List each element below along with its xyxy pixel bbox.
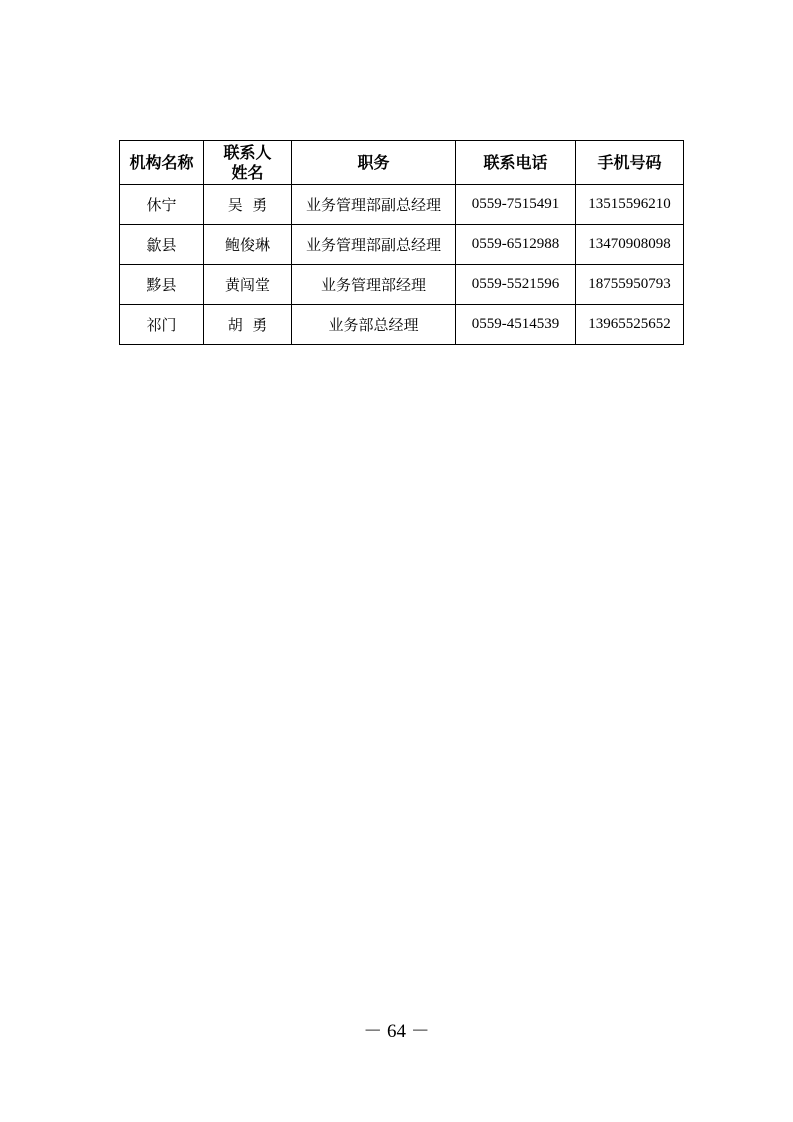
cell-position: 业务部总经理 [292,305,456,345]
cell-org: 祁门 [120,305,204,345]
page-number: － 64 － [363,1021,430,1042]
header-org-name: 机构名称 [120,141,204,185]
cell-org: 歙县 [120,225,204,265]
header-contact-line2: 姓名 [231,162,264,182]
cell-contact-name: 鲍俊琳 [204,225,292,265]
cell-org: 黟县 [120,265,204,305]
cell-contact-name: 吴 勇 [204,185,292,225]
table-row [120,305,684,345]
cell-mobile: 13965525652 [576,305,684,345]
table-row [120,225,684,265]
cell-mobile: 18755950793 [576,265,684,305]
table-row [120,265,684,305]
cell-mobile: 13470908098 [576,225,684,265]
table-header-row [120,141,684,185]
cell-phone: 0559-7515491 [456,185,576,225]
header-phone: 联系电话 [456,141,576,185]
cell-org: 休宁 [120,185,204,225]
cell-contact-name: 胡 勇 [204,305,292,345]
cell-mobile: 13515596210 [576,185,684,225]
cell-position: 业务管理部副总经理 [292,225,456,265]
cell-position: 业务管理部副总经理 [292,185,456,225]
header-position: 职务 [292,141,456,185]
cell-phone: 0559-6512988 [456,225,576,265]
table-row [120,185,684,225]
header-mobile: 手机号码 [576,141,684,185]
header-contact-line1: 联系人 [223,142,272,162]
contact-table [119,140,684,345]
cell-phone: 0559-5521596 [456,265,576,305]
header-contact-name [204,141,292,185]
cell-position: 业务管理部经理 [292,265,456,305]
cell-phone: 0559-4514539 [456,305,576,345]
cell-contact-name: 黄闯堂 [204,265,292,305]
